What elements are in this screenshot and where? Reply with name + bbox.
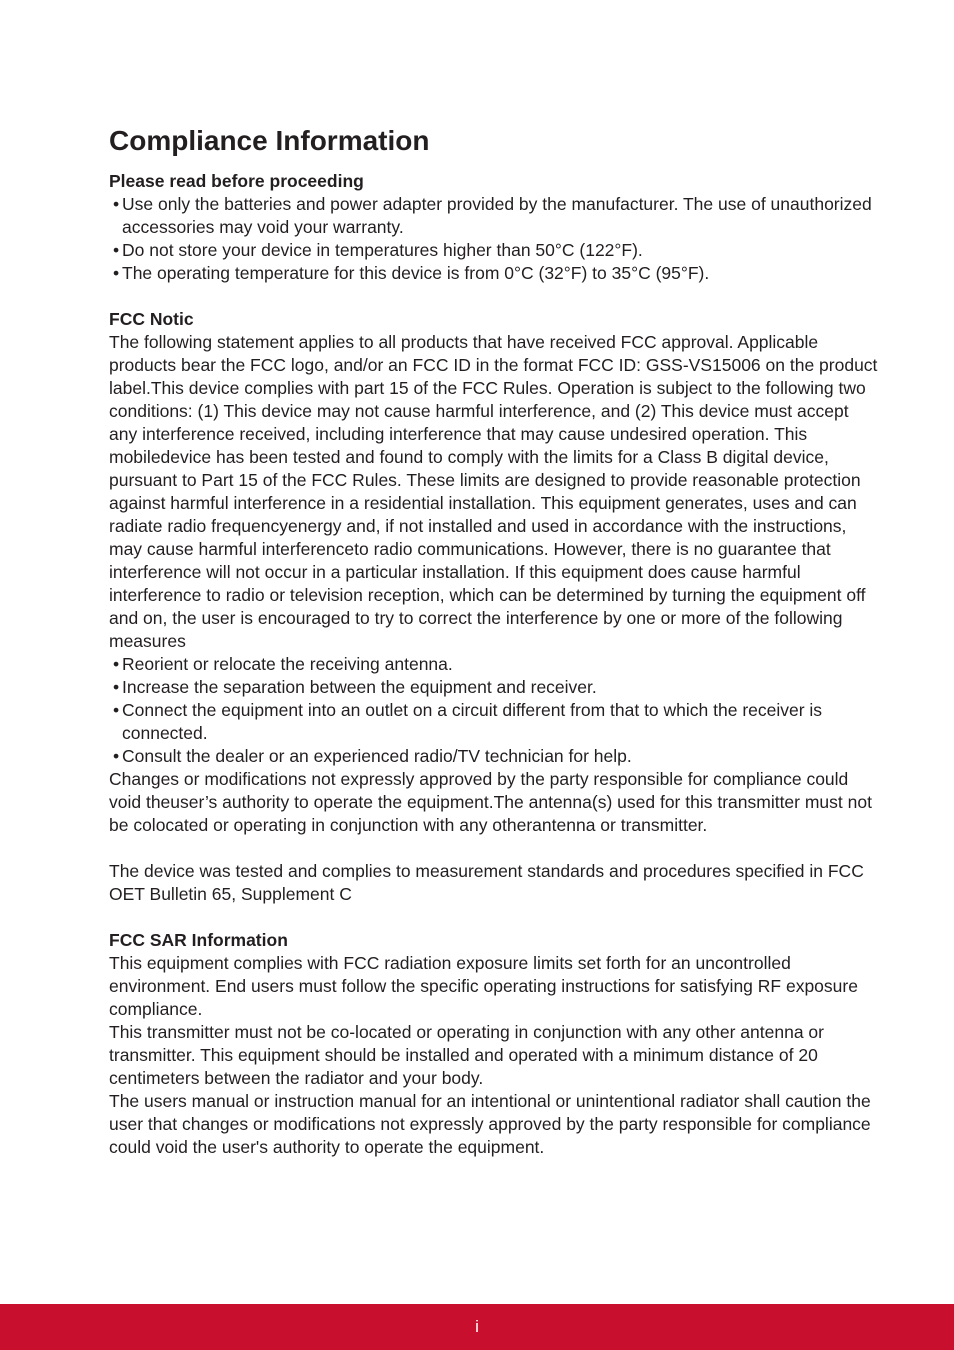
list-item: • The operating temperature for this device is from 0°C (32°F) to 35°C (95°F).: [113, 263, 710, 283]
bullet-icon: •: [113, 263, 120, 283]
bullet-icon: •: [113, 677, 120, 697]
fcc-tested-paragraph: The device was tested and complies to measurement standards and procedures specified in FCC OET Bulletin 65, Supplement C: [109, 861, 864, 904]
list-item: • Do not store your device in temperatures higher than 50°C (122°F).: [113, 240, 643, 260]
spacer: [109, 285, 879, 308]
fcc-notice-heading: FCC Notic: [109, 309, 194, 329]
bullet-icon: •: [113, 746, 120, 766]
list-item: • Connect the equipment into an outlet on a circuit different from that to which the receiver is connected.: [113, 700, 823, 743]
spacer: [109, 906, 879, 929]
document-body: [109, 122, 879, 1159]
footer-bar: [0, 1304, 954, 1350]
fcc-notice-intro: The following statement applies to all products that have received FCC approval. Applicable products bear the FCC logo, and/or an FCC ID in the format FCC ID: GSS-VS15006 on the product label.This device complies with part 15 of the FCC Rules. Operation is subject to the following two conditions: (1) This device may not cause harmful interference, and (2) This device must accept any interference received, including interference that may cause undesired operation. This mobiledevice has been tested and found to comply with the limits for a Class B digital device, pursuant to Part 15 of the FCC Rules. These limits are designed to provide reasonable protection against harmful interference in a residential installation. This equipment generates, uses and can radiate radio frequencyenergy and, if not installed and used in accordance with the instructions, may cause harmful interferenceto radio communications. However, there is no guarantee that interference will not occur in a particular installation. If this equipment does cause harmful interference to radio or television reception, which can be determined by turning the equipment off and on, the user is encouraged to try to correct the interference by one or more of the following measures: [109, 332, 878, 651]
list-item: • Increase the separation between the equipment and receiver.: [113, 677, 597, 697]
bullet-icon: •: [113, 194, 120, 214]
sar-paragraph: The users manual or instruction manual for an intentional or unintentional radiator shall caution the user that changes or modifications not expressly approved by the party responsible for compliance could void the user's authority to operate the equipment.: [109, 1091, 871, 1157]
sar-paragraph: This transmitter must not be co-located or operating in conjunction with any other antenna or transmitter. This equipment should be installed and operated with a minimum distance of 20 centimeters between the radiator and your body.: [109, 1022, 824, 1088]
bullet-icon: •: [113, 700, 120, 720]
page-number: i: [475, 1317, 479, 1336]
list-item: • Reorient or relocate the receiving antenna.: [113, 654, 453, 674]
page-title: Compliance Information: [109, 125, 430, 156]
bullet-icon: •: [113, 240, 120, 260]
list-item: • Use only the batteries and power adapter provided by the manufacturer. The use of unauthorized accessories may void your warranty.: [113, 194, 872, 237]
bullet-icon: •: [113, 654, 120, 674]
read-before-heading: Please read before proceeding: [109, 171, 364, 191]
sar-paragraph: This equipment complies with FCC radiation exposure limits set forth for an uncontrolled environment. End users must follow the specific operating instructions for satisfying RF exposure compliance.: [109, 953, 858, 1019]
spacer: [109, 837, 879, 860]
list-item: • Consult the dealer or an experienced radio/TV technician for help.: [113, 746, 632, 766]
fcc-sar-heading: FCC SAR Information: [109, 930, 288, 950]
fcc-changes-paragraph: Changes or modifications not expressly approved by the party responsible for compliance could void theuser’s authority to operate the equipment.The antenna(s) used for this transmitter must not be colocated or operating in conjunction with any otherantenna or transmitter.: [109, 769, 872, 835]
